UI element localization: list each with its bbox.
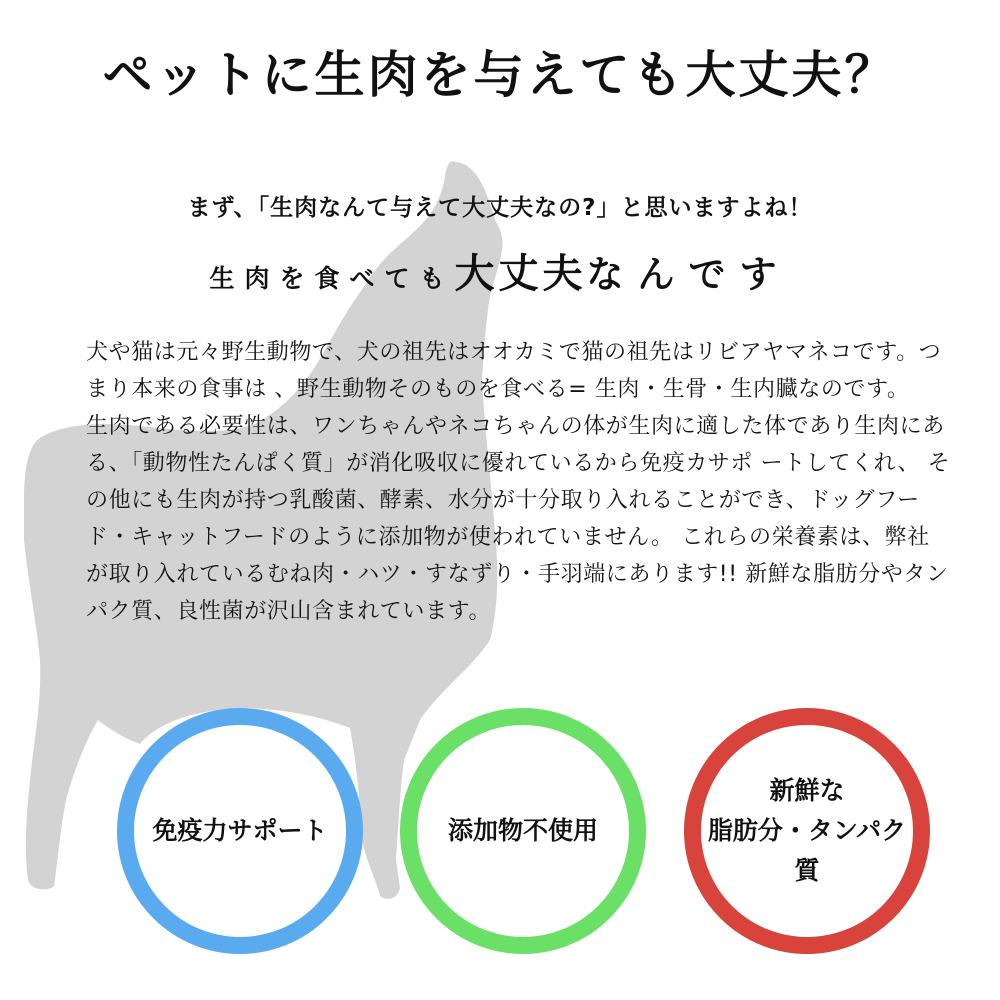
- answer-part-2: 大丈夫: [454, 251, 587, 297]
- feature-circle-no-additives: [400, 708, 646, 954]
- feature-label-immune-support: 免疫力サポート: [152, 816, 328, 845]
- feature-circle-immune-support: [117, 708, 363, 954]
- page-title: ペットに生肉を与えても大丈夫？: [102, 46, 898, 104]
- feature-label-no-additives: 添加物不使用: [447, 816, 598, 845]
- answer-part-1: 生肉を食べても: [209, 264, 455, 293]
- feature-label-fresh: 新鮮な: [769, 776, 845, 805]
- feature-label-fat-protein: 脂肪分・タンパク質: [707, 816, 907, 885]
- body-paragraph-1: 犬や猫は元々野生動物で、犬の祖先はオオカミで猫の祖先はリビアヤマネコです。つまり本来の食事は 、野生動物そのものを食べる= 生肉・生骨・生内臓なのです。: [86, 340, 942, 402]
- body-text: [86, 334, 952, 630]
- body-paragraph-2: 生肉である必要性は、ワンちゃんやネコちゃんの体が生肉に適した体であり生肉にある、「動物性たんぱく質」が消化吸収に優れているから免疫カサポ ートしてくれ、 その他にも生肉が持つ乳酸菌、酵素、水分が十分取り入れることができ、ドッグフード・キャットフードのように添加物が使われていません。 これらの栄養素は、弊社が取り入れているむね肉・ハツ・すなずり・手羽端にあります!! 新鮮な脂肪分やタンパク質、良性菌が沢山含まれています。: [86, 414, 951, 624]
- answer-part-3: なんです: [586, 253, 791, 296]
- feature-circle-fresh-fat-protein: [684, 708, 930, 954]
- answer-heading: [0, 244, 1000, 312]
- question-heading: まず、「生肉なんて与えて大丈夫なの?」と思いますよね！: [187, 195, 813, 221]
